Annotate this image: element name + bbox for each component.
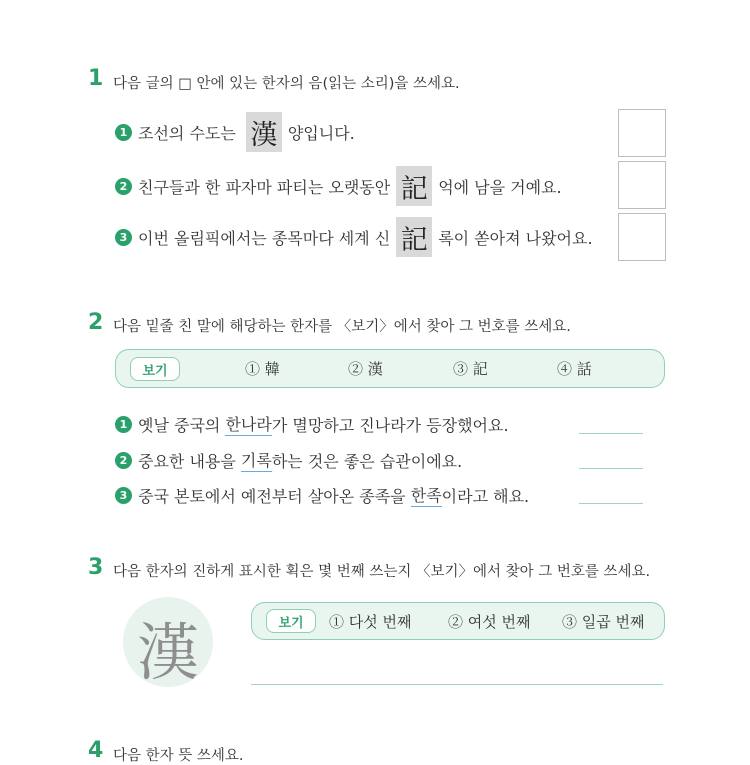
item-text-after: 억에 남을 거예요. [438,177,562,197]
big-hanja: 漢 [136,616,199,689]
q2-item-3 [115,483,529,507]
q1-item-3 [115,217,593,257]
question-2-number: 2 [88,310,104,335]
item-number-badge: 1 [115,416,132,433]
bogi-option-1: ① 다섯 번째 [329,613,412,631]
item-text-before: 중국 본토에서 예전부터 살아온 종족을 [138,486,411,506]
answer-line-2[interactable] [579,468,643,469]
bogi-option-4: ④ 話 [557,360,592,378]
answer-line-1[interactable] [579,433,643,434]
underlined-word: 기록 [241,448,272,472]
item-text-after: 이라고 해요. [441,486,530,506]
bogi-label: 보기 [266,609,316,633]
answer-line-q3[interactable] [251,684,663,685]
q1-item-1 [115,112,355,152]
item-text-before: 조선의 수도는 [138,123,236,143]
question-3-number: 3 [88,555,104,580]
hanja-box: 漢 [246,112,282,152]
answer-box-2[interactable] [618,161,666,209]
bogi-option-3: ③ 일곱 번째 [562,613,645,631]
item-text-before: 중요한 내용을 [138,451,241,471]
item-number-badge: 3 [115,229,132,246]
item-text-before: 이번 올림픽에서는 종목마다 세계 신 [138,228,391,248]
bogi-option-3: ③ 記 [453,360,488,378]
item-number-badge: 3 [115,487,132,504]
question-3-instruction: 다음 한자의 진하게 표시한 획은 몇 번째 쓰는지 〈보기〉에서 찾아 그 번호를 쓰세요. [113,564,651,580]
underlined-word: 한나라 [225,412,271,436]
item-number-badge: 2 [115,452,132,469]
answer-line-3[interactable] [579,503,643,504]
bogi-option-2: ② 漢 [348,360,383,378]
hanja-circle [123,597,213,687]
question-4-number: 4 [88,738,104,763]
item-text-after: 양입니다. [287,123,355,143]
bogi-label: 보기 [130,357,180,381]
q1-item-2 [115,166,562,206]
q2-item-1 [115,412,509,436]
answer-box-1[interactable] [618,109,666,157]
item-text-after: 하는 것은 좋은 습관이에요. [271,451,463,471]
question-1-number: 1 [88,66,104,91]
item-text-after: 가 멸망하고 진나라가 등장했어요. [271,415,509,435]
question-4-instruction: 다음 한자 뜻 쓰세요. [113,748,244,764]
underlined-word: 한족 [411,483,442,507]
hanja-box: 記 [396,217,432,257]
item-text-after: 록이 쏟아져 나왔어요. [438,228,593,248]
answer-box-3[interactable] [618,213,666,261]
bogi-option-1: ① 韓 [245,360,280,378]
hanja-box: 記 [396,166,432,206]
item-text-before: 친구들과 한 파자마 파티는 오랫동안 [138,177,391,197]
bogi-option-2: ② 여섯 번째 [448,613,531,631]
question-1-instruction: 다음 글의 □ 안에 있는 한자의 음(읽는 소리)을 쓰세요. [113,76,460,92]
item-text-before: 옛날 중국의 [138,415,226,435]
item-number-badge: 1 [115,124,132,141]
question-2-instruction: 다음 밑줄 친 말에 해당하는 한자를 〈보기〉에서 찾아 그 번호를 쓰세요. [113,319,571,335]
q2-item-2 [115,448,462,472]
item-number-badge: 2 [115,178,132,195]
